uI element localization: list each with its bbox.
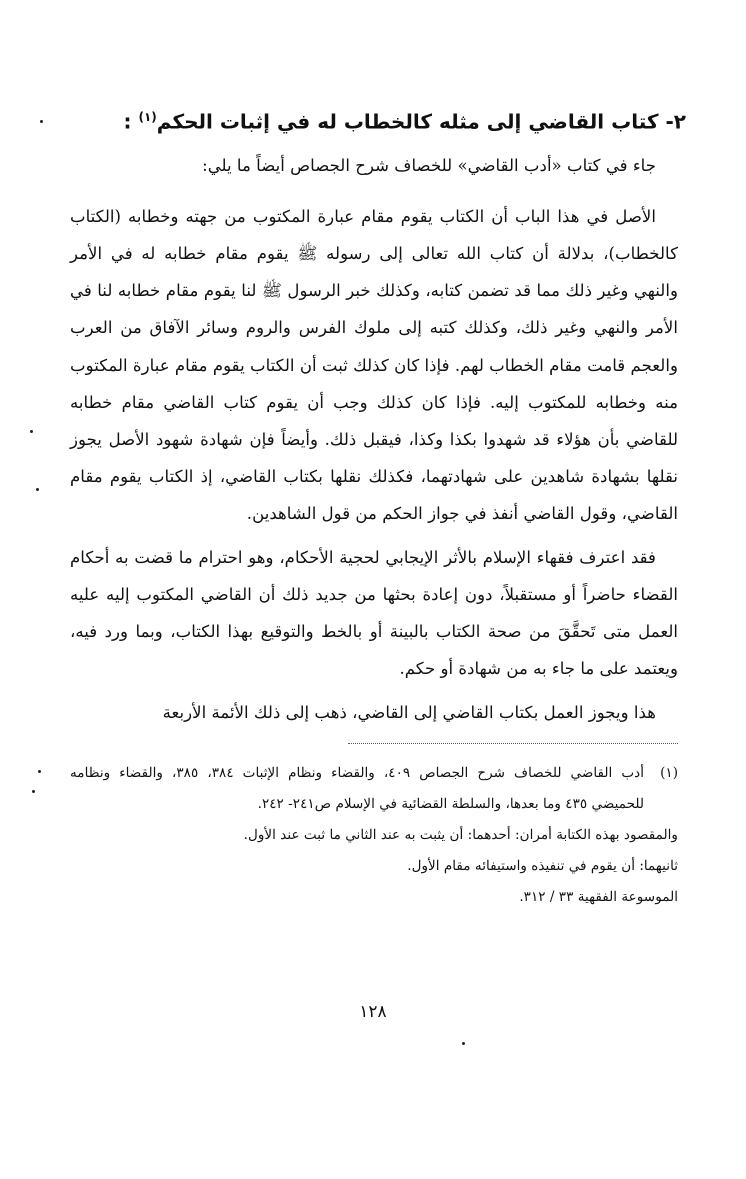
footnote-line-3: ثانيهما: أن يقوم في تنفيذه واستيفائه مقام الأول. <box>407 857 678 874</box>
heading-footnote-ref: (١) <box>138 110 157 124</box>
heading-colon: : <box>123 109 132 134</box>
section-heading <box>70 100 686 139</box>
footnote-line-2: والمقصود بهذه الكتابة أمران: أحدهما: أن يثبت به عند الثاني ما ثبت عند الأول. <box>243 826 678 843</box>
paragraph-recognition: فقد اعترف فقهاء الإسلام بالأثر الإيجابي لحجية الأحكام، وهو احترام ما قضت به أحكام القضاء حاضراً أو مستقبلاً، دون إعادة بحثها من جديد ذلك أن القاضي المكتوب إليه عليه العمل متى تَحقَّقَ من صحة الكتاب بالبينة أو بالخط والتوقيع بهذا الكتاب، وبما ورد فيه، ويعتمد على ما جاء به من شهادة أو حكم. <box>70 547 678 679</box>
scan-speck <box>38 770 41 773</box>
paragraph-permissibility: هذا ويجوز العمل بكتاب القاضي إلى القاضي، ذهب إلى ذلك الأئمة الأربعة <box>162 702 656 722</box>
footnote-text: أدب القاضي للخصاف شرح الجصاص ٤٠٩، والقضاء ونظام الإثبات ٣٨٤، ٣٨٥، والقضاء ونظامه للحميضي ٤٣٥ وما بعدها، والسلطة القضائية في الإسلام ص٢٤١- ٢٤٢. <box>70 764 644 812</box>
footnote-separator <box>348 743 678 744</box>
scan-speck <box>36 488 39 491</box>
intro-paragraph: جاء في كتاب «أدب القاضي» للخصاف شرح الجصاص أيضاً ما يلي: <box>202 155 656 175</box>
scan-speck <box>462 1042 465 1045</box>
paragraph-quote: الأصل في هذا الباب أن الكتاب يقوم مقام عبارة المكتوب من جهته وخطابه (الكتاب كالخطاب)، بدلالة أن كتاب الله تعالى إلى رسوله ﷺ يقوم مقام خطابه له في الأمر والنهي وغير ذلك مما قد تضمن كتابه، وكذلك خبر الرسول ﷺ لنا يقوم مقام خطابه لنا في الأمر والنهي وغير ذلك، وكذلك كتبه إلى ملوك الفرس والروم وسائر الآفاق من العرب والعجم قامت مقام الخطاب لهم. فإذا كان كذلك ثبت أن الكتاب يقوم مقام عبارة المكتوب منه وخطابه للمكتوب إليه. فإذا كان كذلك وجب أن يقوم كتاب القاضي مقام خطابه للقاضي بأن هؤلاء قد شهدوا بكذا وكذا، فيقبل ذلك. وأيضاً فإن شهادة شهود الأصل يجوز نقلها بشهادة شاهدين على شهادتهما، فكذلك نقلها بكتاب القاضي، إذ الكتاب يقوم مقام القاضي، وقول القاضي أنفذ في جواز الحكم من قول الشاهدين. <box>70 206 678 524</box>
heading-text: ٢- كتاب القاضي إلى مثله كالخطاب له في إثبات الحكم <box>156 109 686 134</box>
footnote-line-4: الموسوعة الفقهية ٣٣ / ٣١٢. <box>519 888 678 905</box>
page-number: ١٢٨ <box>359 1002 387 1022</box>
footnotes <box>70 758 678 913</box>
footnote-number: (١) <box>660 764 678 781</box>
scan-speck <box>30 430 33 433</box>
scan-speck <box>40 120 43 123</box>
footnote-1 <box>70 758 678 820</box>
scan-speck <box>32 790 35 793</box>
page-body <box>70 100 686 913</box>
